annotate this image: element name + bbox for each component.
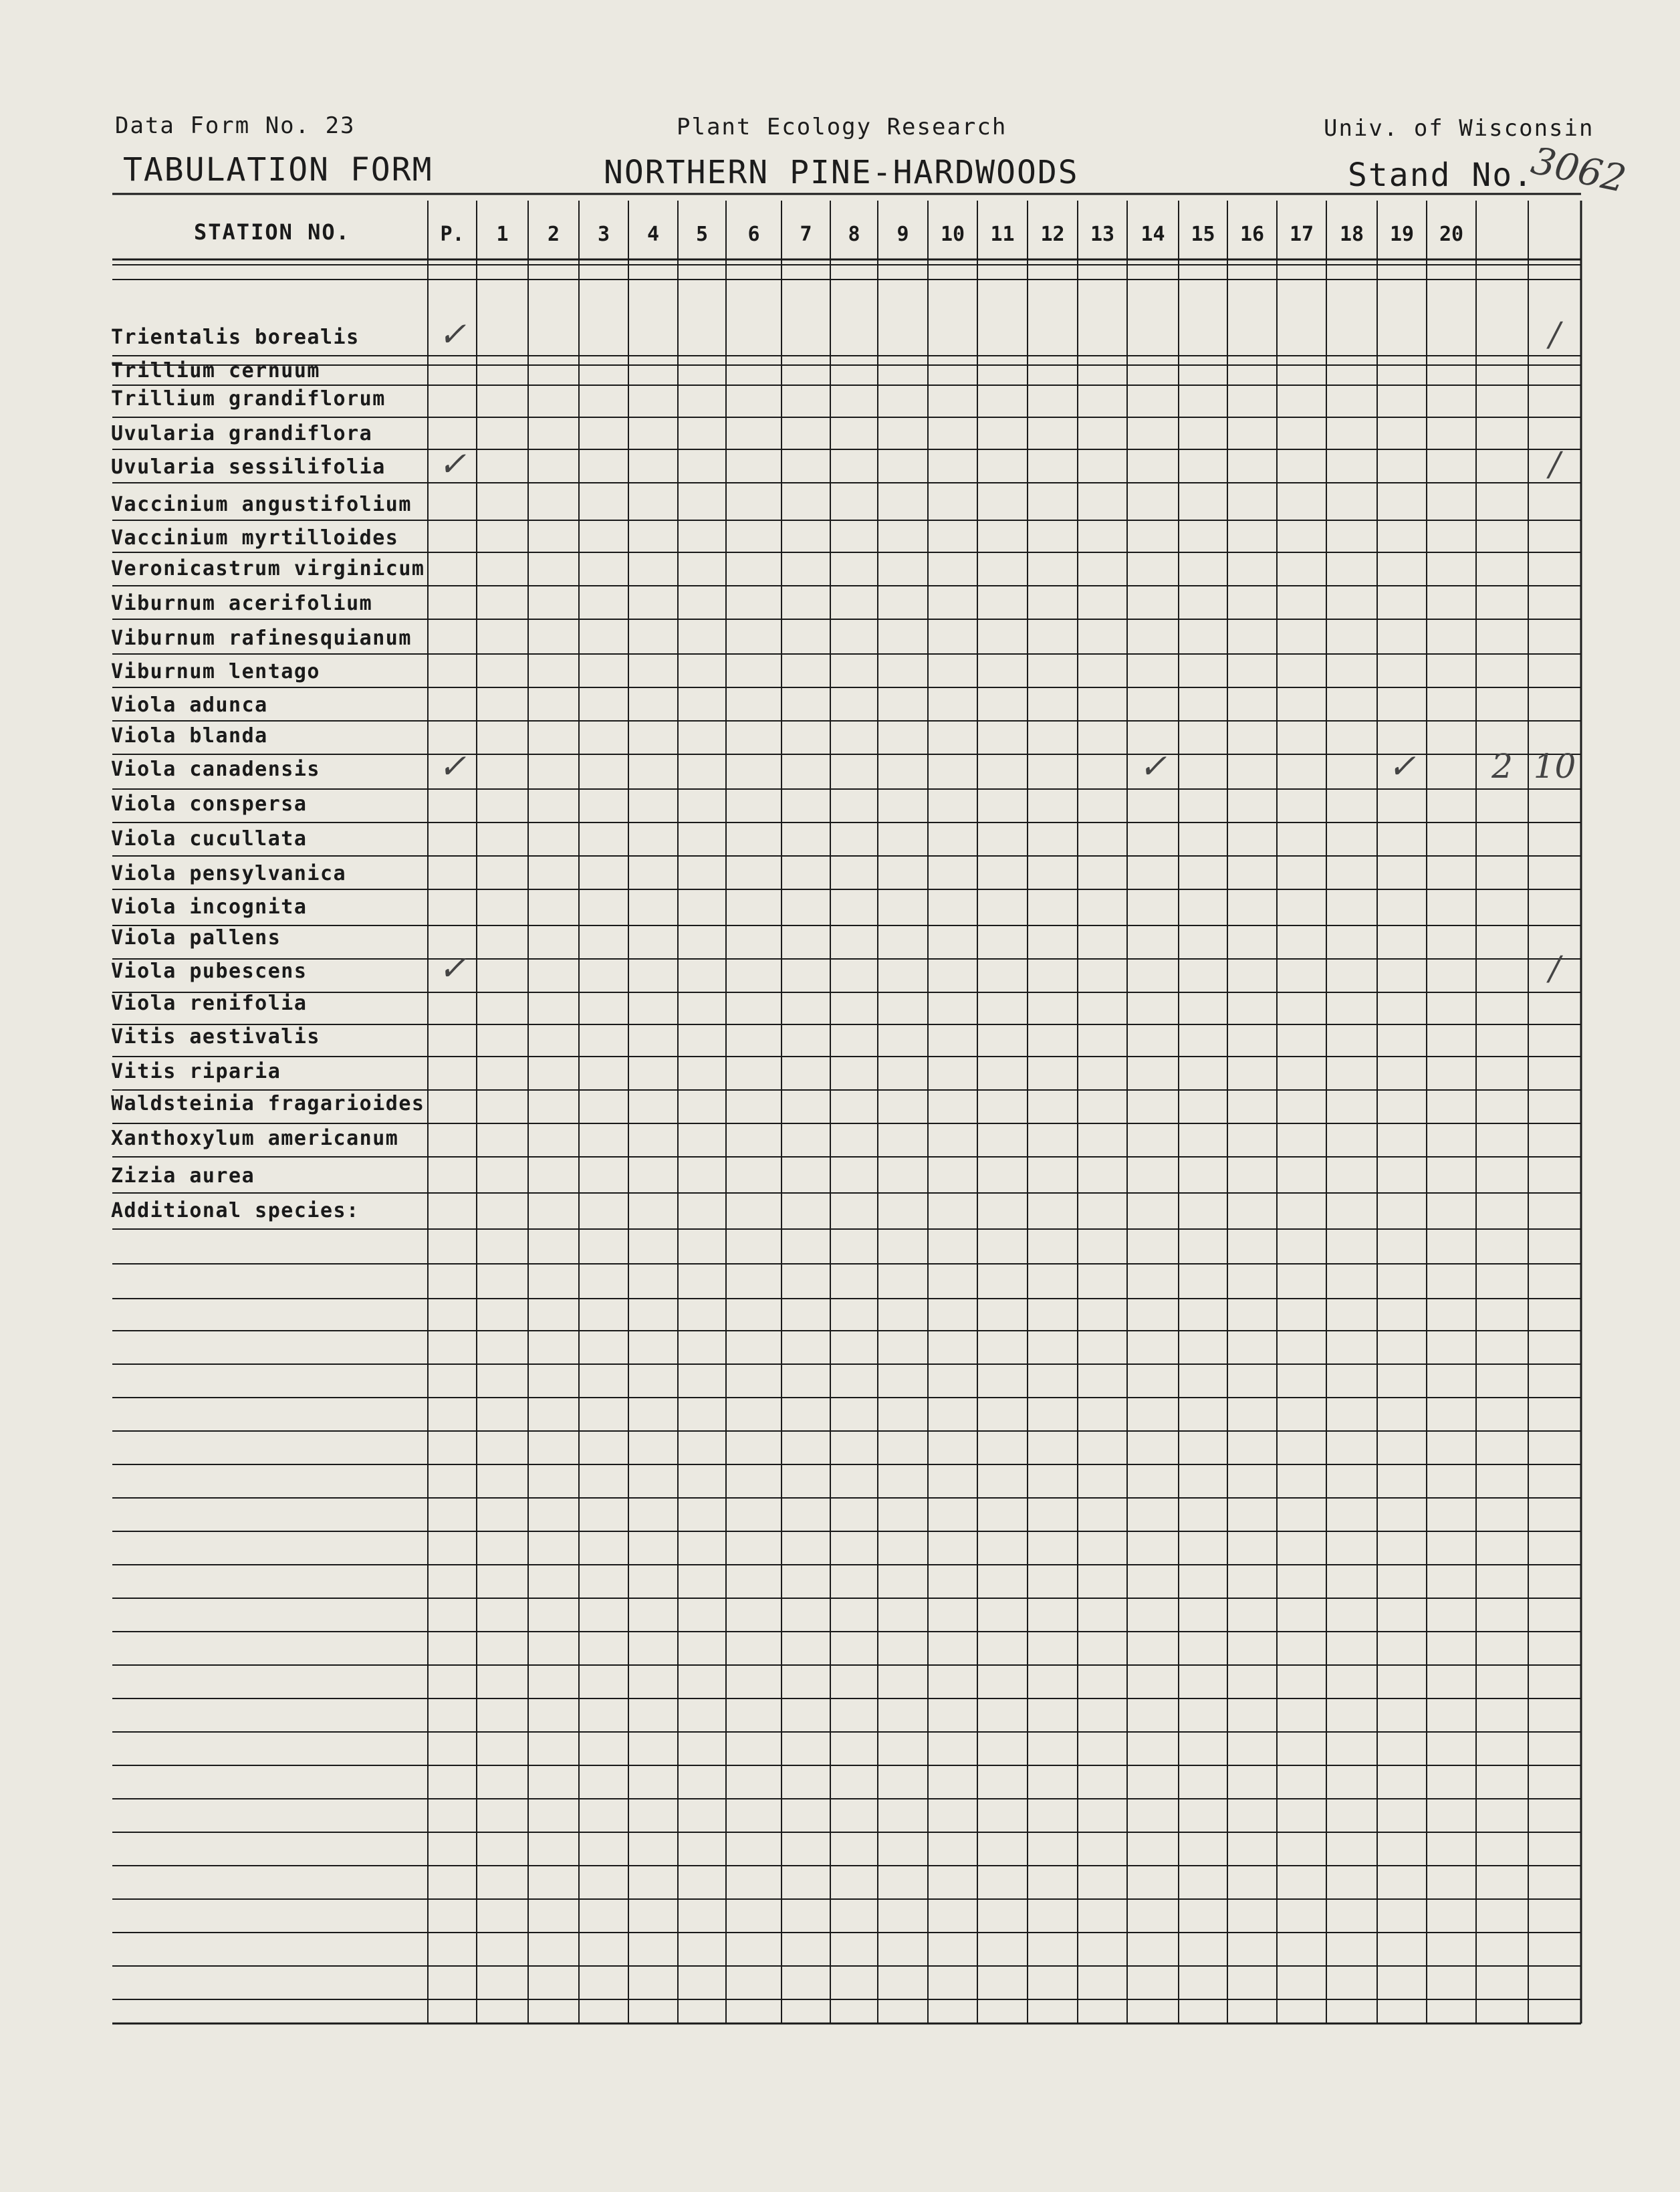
tally-mark: 10 — [1533, 747, 1576, 786]
species-name: Vitis riparia — [111, 1060, 281, 1083]
column-header: 17 — [1289, 223, 1314, 246]
column-header: 2 — [547, 223, 560, 246]
column-header: 6 — [747, 223, 760, 246]
column-header: 20 — [1439, 223, 1464, 246]
column-header: 1 — [496, 223, 509, 246]
species-name: Vaccinium angustifolium — [111, 493, 412, 516]
species-name: Trillium cernuum — [111, 359, 320, 382]
species-name: Viola conspersa — [111, 792, 308, 816]
university: Univ. of Wisconsin — [1324, 115, 1594, 142]
species-name: Uvularia grandiflora — [111, 422, 373, 445]
species-name: Uvularia sessilifolia — [111, 455, 386, 479]
column-header: 9 — [896, 223, 909, 246]
species-name: Waldsteinia fragarioides — [111, 1092, 425, 1115]
column-header: 14 — [1141, 223, 1165, 246]
tally-mark: ✓ — [438, 747, 467, 786]
species-name: Viola blanda — [111, 724, 268, 748]
species-name: Trillium grandiflorum — [111, 387, 386, 411]
species-name: Viola pallens — [111, 926, 281, 950]
tally-mark: ✓ — [1138, 747, 1167, 786]
species-name: Viola pensylvanica — [111, 862, 347, 885]
stand-label: Stand No. — [1348, 156, 1534, 194]
column-header: 10 — [940, 223, 965, 246]
column-header: 11 — [990, 223, 1015, 246]
station-number-label: STATION NO. — [194, 219, 350, 245]
stand-number-handwritten: 3062 — [1527, 138, 1630, 202]
column-header: 5 — [695, 223, 709, 246]
species-name: Viola renifolia — [111, 992, 308, 1015]
tally-mark: / — [1549, 949, 1560, 988]
species-name: Additional species: — [111, 1199, 360, 1222]
species-name: Viburnum rafinesquianum — [111, 627, 412, 650]
tally-mark: / — [1549, 445, 1560, 483]
tally-mark: ✓ — [1388, 747, 1416, 786]
species-name: Viola pubescens — [111, 960, 308, 983]
column-header: 12 — [1040, 223, 1065, 246]
column-header: 8 — [848, 223, 860, 246]
species-name: Vitis aestivalis — [111, 1025, 320, 1049]
organization: Plant Ecology Research — [677, 114, 1007, 140]
species-name: Viola cucullata — [111, 827, 308, 851]
form-number: Data Form No. 23 — [115, 112, 356, 139]
column-header: 16 — [1239, 223, 1265, 246]
column-header: P. — [440, 223, 465, 246]
species-name: Viola incognita — [111, 895, 308, 919]
species-name: Viburnum lentago — [111, 660, 320, 683]
species-name: Zizia aurea — [111, 1164, 255, 1188]
species-name: Vaccinium myrtilloides — [111, 526, 399, 550]
column-header: 4 — [646, 223, 660, 246]
species-name: Veronicastrum virginicum — [111, 557, 425, 580]
community-title: NORTHERN PINE-HARDWOODS — [604, 154, 1079, 191]
tally-mark: ✓ — [438, 315, 467, 354]
column-header: 19 — [1389, 223, 1415, 246]
tally-mark: ✓ — [438, 445, 467, 483]
form-title: TABULATION FORM — [123, 151, 433, 189]
species-name: Viola canadensis — [111, 758, 320, 781]
tally-mark: ✓ — [438, 949, 467, 988]
tally-mark: / — [1549, 315, 1560, 354]
column-header: 13 — [1090, 223, 1115, 246]
species-name: Xanthoxylum americanum — [111, 1127, 399, 1150]
species-name: Trientalis borealis — [111, 326, 360, 349]
column-header: 3 — [597, 223, 610, 246]
tally-mark: 2 — [1491, 747, 1513, 786]
column-header: 15 — [1191, 223, 1215, 246]
species-name: Viburnum acerifolium — [111, 592, 373, 615]
column-header: 18 — [1339, 223, 1364, 246]
species-name: Viola adunca — [111, 693, 268, 717]
column-header: 7 — [800, 223, 812, 246]
